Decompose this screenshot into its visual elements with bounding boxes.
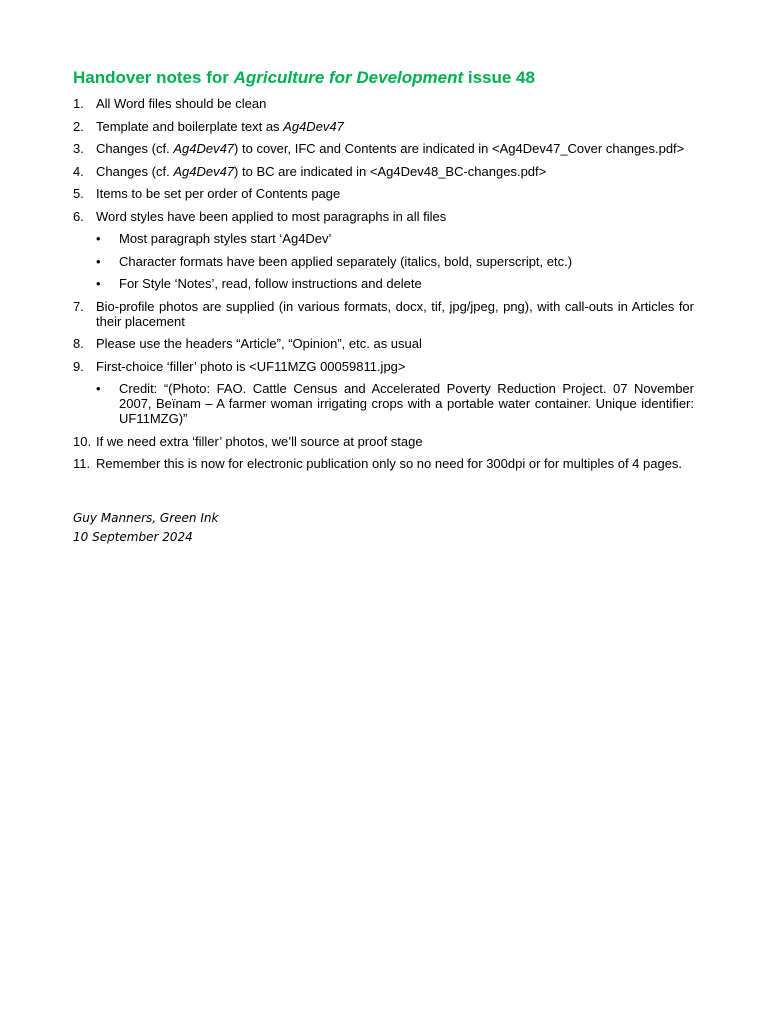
bullet-list <box>96 231 694 291</box>
document-page <box>73 66 694 547</box>
bullet-icon: • <box>96 276 101 291</box>
bullet-text: For Style ‘Notes’, read, follow instructions and delete <box>119 276 422 291</box>
list-item-number: 11. <box>73 456 91 471</box>
list-item <box>73 119 694 134</box>
list-item <box>73 96 694 111</box>
list-item-text <box>96 186 340 201</box>
list-item <box>73 141 694 156</box>
list-item-number: 9. <box>73 358 84 374</box>
list-item <box>73 209 694 292</box>
list-item-text <box>96 209 446 224</box>
text-segment: Changes (cf. <box>96 163 174 179</box>
list-item-text <box>96 119 344 134</box>
list-item-text <box>96 164 546 179</box>
list-item-number: 1. <box>73 96 84 111</box>
list-item-text <box>96 359 406 374</box>
list-item-number: 8. <box>73 336 84 351</box>
list-item-number: 6. <box>73 208 84 224</box>
text-segment: ) to BC are indicated in <Ag4Dev48_BC-changes.pdf> <box>234 163 547 179</box>
text-segment: Bio-profile photos are supplied (in various formats, docx, tif, jpg/jpeg, png), with call-outs in Articles for their placement <box>96 298 694 329</box>
list-item-text <box>96 96 266 111</box>
list-item-text <box>96 299 694 329</box>
bullet-item <box>96 276 694 291</box>
text-segment: Remember this is now for electronic publication only so no need for 300dpi or for multiples of 4 pages. <box>96 456 683 471</box>
list-item-number: 3. <box>73 141 84 156</box>
list-item-number: 10. <box>73 433 92 449</box>
bullet-icon: • <box>96 253 101 269</box>
text-segment: Please use the headers “Article”, “Opinion”, etc. as usual <box>96 336 422 351</box>
bullet-icon: • <box>96 231 101 246</box>
list-item-number: 2. <box>73 118 84 134</box>
list-item-number: 5. <box>73 186 84 201</box>
list-item-text <box>96 141 684 156</box>
signoff-name: Guy Manners, Green Ink <box>73 511 219 525</box>
title-publication-name: Agriculture for Development <box>233 68 464 87</box>
italic-text: Ag4Dev47 <box>283 118 344 134</box>
title-suffix: issue 48 <box>463 68 535 87</box>
document-title <box>73 66 694 90</box>
bullet-text: Character formats have been applied separately (italics, bold, superscript, etc.) <box>119 253 573 269</box>
title-prefix: Handover notes for <box>73 68 234 87</box>
list-item-text <box>96 456 682 471</box>
italic-text: Ag4Dev47 <box>173 141 235 156</box>
list-item <box>73 336 694 351</box>
list-item <box>73 164 694 179</box>
bullet-item <box>96 381 694 426</box>
text-segment: Word styles have been applied to most paragraphs in all files <box>96 208 447 224</box>
text-segment: All Word files should be clean <box>96 96 267 111</box>
text-segment: ) to cover, IFC and Contents are indicated in <Ag4Dev47_Cover changes.pdf> <box>234 141 685 156</box>
bullet-text: Most paragraph styles start ‘Ag4Dev’ <box>119 231 332 246</box>
list-item <box>73 434 694 449</box>
list-item <box>73 359 694 427</box>
bullet-text: Credit: “(Photo: FAO. Cattle Census and Accelerated Poverty Reduction Project. 07 November 2007, Beïnam – A farmer woman irrigating crops with a portable water container. Unique identifier: UF11MZG)” <box>119 381 694 426</box>
handover-notes-list <box>73 96 694 471</box>
bullet-item <box>96 231 694 246</box>
bullet-icon: • <box>96 381 101 396</box>
list-item-number: 7. <box>73 298 84 314</box>
signoff <box>73 509 694 547</box>
list-item <box>73 186 694 201</box>
list-item-text <box>96 336 422 351</box>
list-item-text <box>96 434 423 449</box>
list-item-number: 4. <box>73 163 84 179</box>
text-segment: Changes (cf. <box>96 141 174 156</box>
text-segment: First-choice ‘filler’ photo is <UF11MZG 00059811.jpg> <box>96 358 406 374</box>
list-item <box>73 456 694 471</box>
text-segment: If we need extra ‘filler’ photos, we’ll source at proof stage <box>96 433 423 449</box>
bullet-list <box>96 381 694 426</box>
signoff-date: 10 September 2024 <box>73 530 193 544</box>
bullet-item <box>96 254 694 269</box>
text-segment: Items to be set per order of Contents page <box>96 186 341 201</box>
list-item <box>73 299 694 329</box>
italic-text: Ag4Dev47 <box>173 163 235 179</box>
text-segment: Template and boilerplate text as <box>96 118 284 134</box>
